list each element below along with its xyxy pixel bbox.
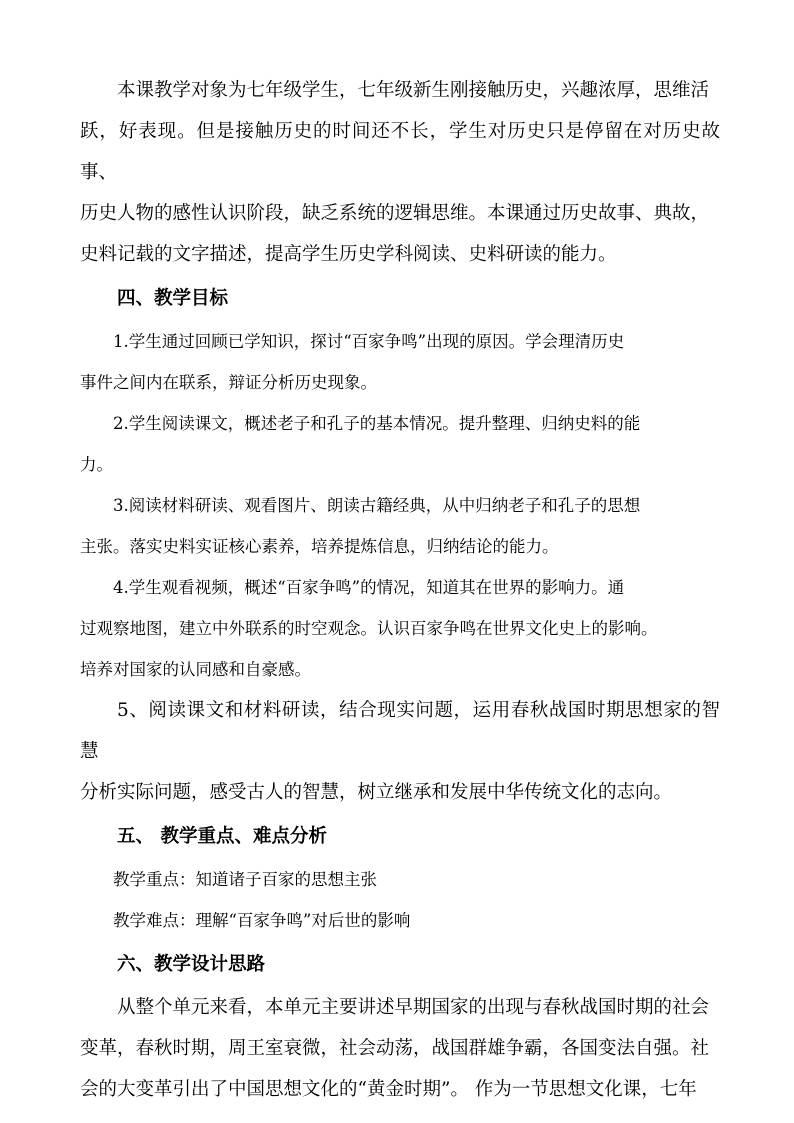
goal-line: 4.学生观看视频，概述“百家争鸣”的情况，知道其在世界的影响力。通 xyxy=(113,578,625,597)
design-line: 变革，春秋时期，周王室衰微，社会动荡，战国群雄争霸，各国变法自强。社 xyxy=(80,1038,710,1059)
section-heading-key-points: 五、 教学重点、难点分析 xyxy=(117,826,327,847)
goal-paragraph-1 xyxy=(80,321,720,403)
intro-line: 史料记载的文字描述，提高学生历史学科阅读、史料研读的能力。 xyxy=(80,244,617,265)
design-line: 从整个单元来看，本单元主要讲述早期国家的出现与春秋战国时期的社会 xyxy=(117,997,710,1018)
goal-line: 3.阅读材料研读、观看图片、朗读古籍经典，从中归纳老子和孔子的思想 xyxy=(113,496,641,515)
difficult-point-paragraph xyxy=(80,900,720,941)
goal-line: 2.学生阅读课文，概述老子和孔子的基本情况。提升整理、归纳史料的能 xyxy=(113,414,641,433)
goal-line: 1.学生通过回顾已学知识，探讨“百家争鸣”出现的原因。学会理清历史 xyxy=(113,332,625,351)
difficult-point-text: 教学难点：理解“百家争鸣”对后世的影响 xyxy=(113,911,411,930)
design-paragraph xyxy=(80,987,720,1110)
goal-paragraph-2 xyxy=(80,403,720,485)
section-heading-design: 六、教学设计思路 xyxy=(117,954,266,975)
intro-line: 跃，好表现。但是接触历史的时间还不长，学生对历史只是停留在对历史故事、 xyxy=(80,121,720,183)
intro-line: 历史人物的感性认识阶段，缺乏系统的逻辑思维。本课通过历史故事、典故， xyxy=(80,203,710,224)
goal-line: 5、阅读课文和材料研读，结合现实问题，运用春秋战国时期思想家的智慧 xyxy=(80,700,720,762)
intro-paragraph xyxy=(80,70,720,275)
goal-line: 力。 xyxy=(80,455,113,474)
goal-paragraph-5 xyxy=(80,690,720,813)
goal-paragraph-3 xyxy=(80,485,720,567)
goal-line: 过观察地图，建立中外联系的时空观念。认识百家争鸣在世界文化史上的影响。 xyxy=(80,619,658,638)
section-heading-goals: 四、教学目标 xyxy=(117,288,229,309)
goal-paragraph-4 xyxy=(80,567,720,690)
key-point-paragraph xyxy=(80,859,720,900)
goal-line: 主张。落实史料实证核心素养，培养提炼信息，归纳结论的能力。 xyxy=(80,537,559,556)
goal-line: 分析实际问题，感受古人的智慧，树立继承和发展中华传统文化的志向。 xyxy=(80,782,673,803)
goal-line: 事件之间内在联系，辩证分析历史现象。 xyxy=(80,373,377,392)
key-point-text: 教学重点：知道诸子百家的思想主张 xyxy=(113,870,377,889)
document-page xyxy=(80,70,720,1110)
goal-line: 培养对国家的认同感和自豪感。 xyxy=(80,660,311,679)
intro-line: 本课教学对象为七年级学生，七年级新生刚接触历史，兴趣浓厚，思维活 xyxy=(117,80,710,101)
design-line: 会的大变革引出了中国思想文化的“黄金时期”。 作为一节思想文化课，七年 xyxy=(80,1079,697,1100)
